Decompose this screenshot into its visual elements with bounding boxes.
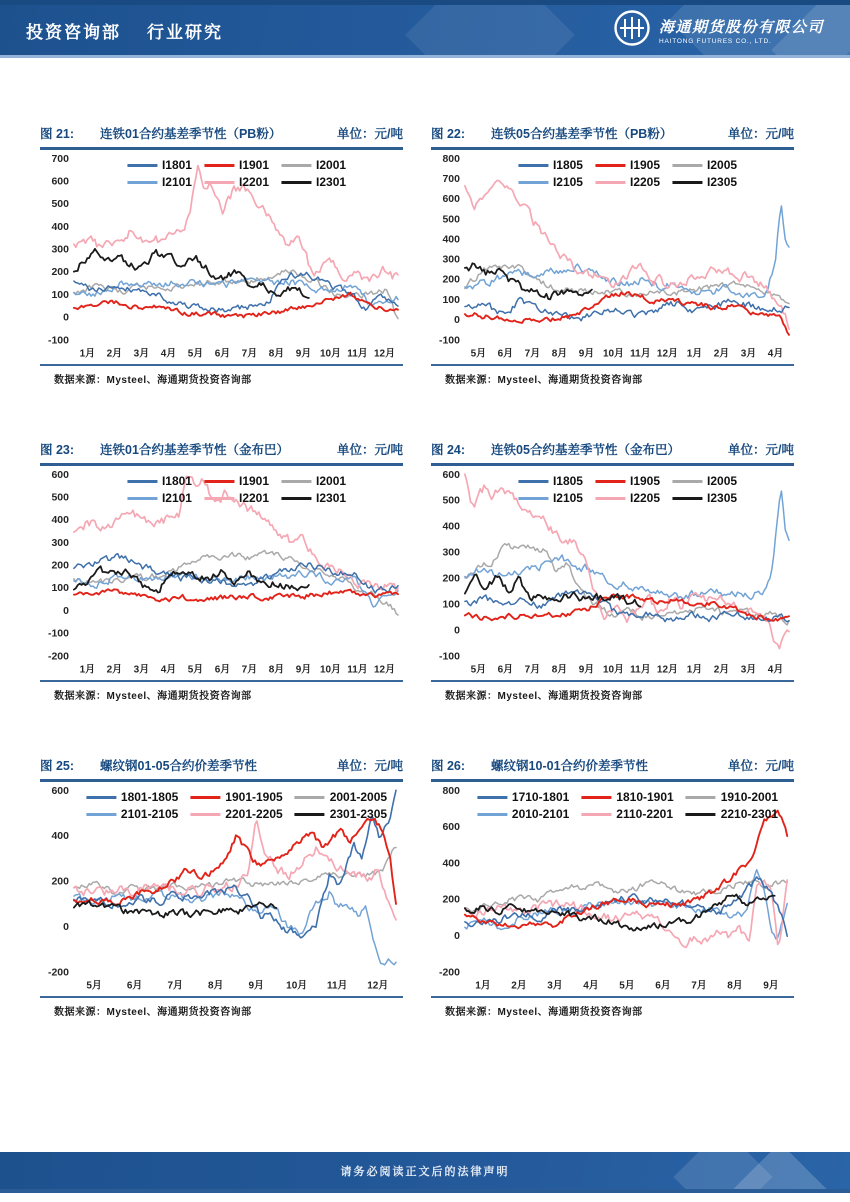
- legend-label: I2005: [707, 474, 738, 488]
- y-tick: 600: [442, 469, 460, 481]
- x-tick: 11月: [630, 664, 651, 676]
- x-tick: 7月: [524, 664, 541, 676]
- legend-swatch: [672, 181, 702, 184]
- legend-item-2210-2301: [686, 807, 778, 821]
- legend-item-I1805: [518, 474, 583, 488]
- legend-label: I2105: [552, 175, 583, 189]
- figure-25: [40, 756, 403, 1018]
- y-tick: 400: [442, 521, 460, 533]
- x-tick: 5月: [470, 348, 487, 360]
- legend-swatch: [295, 796, 325, 799]
- legend-item-2110-2201: [581, 807, 673, 821]
- y-tick: 0: [454, 930, 460, 942]
- figure-number: 图 22:: [431, 127, 466, 141]
- legend-swatch: [518, 164, 548, 167]
- legend-item-I2305: [672, 491, 737, 505]
- y-tick: 300: [51, 537, 69, 549]
- figure-title-text: 连铁05合约基差季节性（金布巴）: [491, 443, 680, 457]
- y-tick: -200: [47, 651, 69, 663]
- y-tick: 200: [442, 274, 460, 286]
- legend-swatch: [281, 497, 311, 500]
- x-tick: 2月: [713, 348, 730, 360]
- figure-title-text: 连铁01合约基差季节性（金布巴）: [100, 443, 289, 457]
- x-tick: 1月: [686, 348, 703, 360]
- y-tick: 400: [442, 858, 460, 870]
- x-tick: 10月: [319, 348, 342, 360]
- company-brand: [613, 9, 824, 52]
- x-tick: 8月: [268, 664, 285, 676]
- data-source: 数据来源：Mysteel、海通期货投资咨询部: [445, 691, 643, 702]
- figure-title-row: [431, 124, 794, 150]
- legal-disclaimer: 请务必阅读正文后的法律声明: [340, 1165, 510, 1178]
- legend-swatch: [518, 181, 548, 184]
- figure-21: [40, 124, 403, 386]
- legend-item-I2005: [672, 158, 737, 172]
- y-tick: 300: [442, 254, 460, 266]
- figure-number: 图 21:: [40, 127, 75, 141]
- y-tick: 0: [63, 921, 69, 933]
- y-tick: 200: [51, 876, 69, 888]
- series-I2105: [465, 491, 789, 599]
- page-header: [0, 0, 850, 58]
- legend-label: I2305: [707, 175, 738, 189]
- legend-label: 1710-1801: [511, 790, 570, 804]
- footer-rule: [0, 1189, 850, 1193]
- x-tick: 10月: [602, 348, 625, 360]
- chart-grid: [40, 124, 794, 1018]
- x-tick: 6月: [214, 664, 231, 676]
- x-tick: 4月: [583, 980, 599, 992]
- y-tick: -100: [438, 335, 460, 347]
- figure-unit: 单位：元/吨: [337, 443, 403, 457]
- y-tick: 400: [51, 515, 69, 527]
- legend-swatch: [127, 181, 157, 184]
- legend-swatch: [581, 813, 611, 816]
- legend-label: I2101: [161, 491, 192, 505]
- figure-title-text: 连铁05合约基差季节性（PB粉）: [491, 127, 673, 141]
- x-tick: 11月: [327, 980, 348, 992]
- legend-label: 1801-1805: [120, 790, 179, 804]
- x-tick: 10月: [286, 980, 308, 992]
- x-tick: 2月: [106, 664, 123, 676]
- y-tick: 600: [51, 176, 69, 188]
- data-source: 数据来源：Mysteel、海通期货投资咨询部: [54, 375, 252, 386]
- x-tick: 9月: [248, 980, 264, 992]
- legend-item-2201-2205: [190, 807, 282, 821]
- series-I2005: [465, 265, 789, 304]
- legend-label: I2005: [707, 158, 738, 172]
- y-tick: -100: [47, 335, 69, 347]
- legend-item-I2205: [595, 175, 660, 189]
- figure-26: [431, 756, 794, 1018]
- legend-item-2101-2105: [86, 807, 178, 821]
- x-tick: 12月: [374, 348, 396, 360]
- header-titles: [26, 18, 249, 43]
- legend-swatch: [204, 164, 234, 167]
- series-I2105: [465, 206, 789, 298]
- legend-swatch: [518, 497, 548, 500]
- legend-label: 1910-2001: [720, 790, 779, 804]
- legend-swatch: [672, 497, 702, 500]
- legend-label: 2110-2201: [616, 807, 674, 821]
- x-tick: 6月: [214, 348, 231, 360]
- legend-swatch: [595, 480, 625, 483]
- legend-item-I2101: [127, 175, 192, 189]
- legend-item-I2001: [281, 158, 346, 172]
- x-tick: 5月: [187, 348, 204, 360]
- legend-label: 2301-2305: [329, 807, 388, 821]
- legend-label: I2301: [316, 491, 347, 505]
- y-tick: 200: [51, 560, 69, 572]
- x-tick: 3月: [740, 664, 757, 676]
- legend-label: I2201: [238, 491, 270, 505]
- legend-swatch: [477, 813, 507, 816]
- x-tick: 1月: [79, 664, 96, 676]
- figure-unit: 单位：元/吨: [728, 127, 794, 141]
- chart-legend: [518, 474, 737, 505]
- legend-item-1901-1905: [190, 790, 282, 804]
- x-tick: 11月: [347, 348, 368, 360]
- legend-item-I1901: [204, 158, 269, 172]
- x-tick: 7月: [691, 980, 707, 992]
- y-tick: 200: [442, 573, 460, 585]
- y-tick: 100: [51, 583, 69, 595]
- data-source: 数据来源：Mysteel、海通期货投资咨询部: [445, 375, 643, 386]
- legend-item-1801-1805: [86, 790, 178, 804]
- legend-item-I2305: [672, 175, 737, 189]
- series-I2305: [465, 574, 641, 606]
- legend-label: 2010-2101: [511, 807, 570, 821]
- legend-item-I2201: [204, 491, 269, 505]
- x-tick: 3月: [547, 980, 563, 992]
- figure-unit: 单位：元/吨: [337, 127, 403, 141]
- legend-swatch: [127, 164, 157, 167]
- figure-number: 图 26:: [431, 759, 466, 773]
- figure-title-row: [40, 124, 403, 150]
- chart-legend: [127, 158, 346, 189]
- legend-item-1910-2001: [686, 790, 778, 804]
- page-footer: [0, 1152, 850, 1189]
- series-I2101: [74, 571, 398, 607]
- x-tick: 9月: [295, 664, 312, 676]
- legend-label: I2305: [707, 491, 738, 505]
- department-label: 投资咨询部: [26, 22, 121, 42]
- legend-label: I1805: [552, 158, 583, 172]
- data-source: 数据来源：Mysteel、海通期货投资咨询部: [445, 1007, 643, 1018]
- legend-item-I1905: [595, 474, 660, 488]
- y-tick: 200: [51, 267, 69, 279]
- y-tick: 400: [442, 234, 460, 246]
- legend-label: I2001: [316, 474, 347, 488]
- x-tick: 5月: [86, 980, 102, 992]
- chart-legend: [518, 158, 737, 189]
- company-name-en: HAITONG FUTURES CO., LTD.: [658, 37, 772, 45]
- series-I1901: [74, 589, 398, 601]
- figure-24: [431, 440, 794, 702]
- legend-label: I2301: [316, 175, 347, 189]
- legend-swatch: [686, 813, 716, 816]
- legend-label: I1805: [552, 474, 583, 488]
- chart-legend: [477, 790, 778, 821]
- figure-number: 图 23:: [40, 443, 75, 457]
- y-tick: -100: [47, 628, 69, 640]
- figure-title-text: 连铁01合约基差季节性（PB粉）: [100, 127, 282, 141]
- legend-label: I1801: [161, 474, 192, 488]
- legend-swatch: [281, 181, 311, 184]
- y-tick: 600: [442, 194, 460, 206]
- x-tick: 5月: [619, 980, 635, 992]
- x-tick: 3月: [133, 348, 150, 360]
- chart-area: [431, 784, 794, 996]
- legend-item-1810-1901: [581, 790, 673, 804]
- legend-swatch: [672, 480, 702, 483]
- legend-label: I2001: [316, 158, 347, 172]
- legend-item-I2201: [204, 175, 269, 189]
- report-type-label: 行业研究: [147, 22, 223, 42]
- legend-swatch: [127, 497, 157, 500]
- x-tick: 7月: [241, 348, 258, 360]
- y-tick: 0: [63, 312, 69, 324]
- x-tick: 8月: [727, 980, 743, 992]
- chart-legend: [127, 474, 346, 505]
- y-tick: 600: [442, 822, 460, 834]
- legend-label: 1810-1901: [616, 790, 674, 804]
- series-2101-2105: [74, 890, 396, 964]
- chart-area: [431, 468, 794, 680]
- y-tick: 100: [442, 294, 460, 306]
- haitong-logo-icon: [613, 9, 651, 52]
- figure-23: [40, 440, 403, 702]
- legend-item-1710-1801: [477, 790, 569, 804]
- legend-swatch: [595, 497, 625, 500]
- y-tick: 600: [51, 785, 69, 797]
- legend-label: I2205: [629, 491, 661, 505]
- company-name-cn: 海通期货股份有限公司: [658, 18, 824, 36]
- x-tick: 7月: [241, 664, 258, 676]
- legend-item-I2005: [672, 474, 737, 488]
- legend-item-I1805: [518, 158, 583, 172]
- y-tick: 500: [442, 214, 460, 226]
- x-tick: 12月: [656, 664, 678, 676]
- legend-item-I1801: [127, 158, 192, 172]
- y-tick: 700: [442, 173, 460, 185]
- y-tick: 100: [442, 599, 460, 611]
- legend-label: I2105: [552, 491, 583, 505]
- series-I1805: [465, 297, 789, 320]
- legend-swatch: [477, 796, 507, 799]
- x-tick: 4月: [767, 348, 784, 360]
- x-tick: 8月: [207, 980, 224, 992]
- x-tick: 3月: [133, 664, 150, 676]
- legend-item-I2001: [281, 474, 346, 488]
- legend-swatch: [281, 164, 311, 167]
- figure-number: 图 25:: [40, 759, 75, 773]
- x-tick: 5月: [187, 664, 204, 676]
- y-tick: 0: [454, 315, 460, 327]
- legend-label: 1901-1905: [225, 790, 283, 804]
- legend-item-I2205: [595, 491, 660, 505]
- x-tick: 7月: [524, 348, 541, 360]
- legend-swatch: [190, 796, 220, 799]
- y-tick: 200: [442, 894, 460, 906]
- legend-item-I1905: [595, 158, 660, 172]
- x-tick: 8月: [268, 348, 285, 360]
- chart-area: [40, 784, 403, 996]
- legend-swatch: [127, 480, 157, 483]
- series-I1905: [465, 292, 789, 335]
- legend-swatch: [190, 813, 220, 816]
- legend-item-I1901: [204, 474, 269, 488]
- x-tick: 3月: [740, 348, 757, 360]
- legend-label: I2101: [161, 175, 192, 189]
- x-tick: 5月: [470, 664, 487, 676]
- legend-swatch: [595, 164, 625, 167]
- x-tick: 4月: [767, 664, 784, 676]
- legend-swatch: [86, 813, 116, 816]
- y-tick: 800: [442, 785, 460, 797]
- x-tick: 2月: [511, 980, 527, 992]
- y-tick: 400: [51, 831, 69, 843]
- legend-swatch: [204, 181, 234, 184]
- legend-label: I2201: [238, 175, 270, 189]
- y-tick: 800: [442, 153, 460, 165]
- x-tick: 6月: [497, 348, 514, 360]
- legend-label: 2101-2105: [120, 807, 179, 821]
- legend-label: I1901: [238, 474, 270, 488]
- y-tick: 300: [51, 244, 69, 256]
- legend-swatch: [204, 480, 234, 483]
- x-tick: 9月: [295, 348, 312, 360]
- figure-title-text: 螺纹钢01-05合约价差季节性: [100, 759, 258, 773]
- x-tick: 11月: [347, 664, 368, 676]
- x-tick: 1月: [475, 980, 491, 992]
- data-source: 数据来源：Mysteel、海通期货投资咨询部: [54, 691, 252, 702]
- y-tick: 100: [51, 289, 69, 301]
- x-tick: 1月: [79, 348, 96, 360]
- x-tick: 1月: [686, 664, 703, 676]
- figure-title-text: 螺纹钢10-01合约价差季节性: [491, 759, 649, 773]
- chart-area: [40, 468, 403, 680]
- x-tick: 2月: [106, 348, 123, 360]
- legend-item-2301-2305: [295, 807, 387, 821]
- x-tick: 12月: [367, 980, 389, 992]
- legend-swatch: [518, 480, 548, 483]
- y-tick: 500: [51, 199, 69, 211]
- legend-item-I2301: [281, 491, 346, 505]
- data-source: 数据来源：Mysteel、海通期货投资咨询部: [54, 1007, 252, 1018]
- legend-swatch: [295, 813, 325, 816]
- figure-title-row: [431, 440, 794, 466]
- legend-swatch: [281, 480, 311, 483]
- figure-title-row: [431, 756, 794, 782]
- legend-swatch: [595, 181, 625, 184]
- legend-item-I1801: [127, 474, 192, 488]
- y-tick: 0: [63, 605, 69, 617]
- x-tick: 6月: [497, 664, 514, 676]
- legend-swatch: [86, 796, 116, 799]
- y-tick: 500: [442, 495, 460, 507]
- legend-label: I1901: [238, 158, 270, 172]
- legend-label: I1801: [161, 158, 192, 172]
- x-tick: 9月: [763, 980, 779, 992]
- x-tick: 6月: [126, 980, 143, 992]
- y-tick: -200: [47, 967, 69, 979]
- x-tick: 2月: [713, 664, 730, 676]
- chart-area: [40, 152, 403, 364]
- x-tick: 12月: [656, 348, 678, 360]
- legend-swatch: [204, 497, 234, 500]
- legend-label: I2205: [629, 175, 661, 189]
- legend-item-2010-2101: [477, 807, 569, 821]
- legend-item-I2101: [127, 491, 192, 505]
- legend-label: 2201-2205: [225, 807, 283, 821]
- x-tick: 12月: [374, 664, 396, 676]
- x-tick: 9月: [578, 348, 595, 360]
- series-1710-1801: [465, 877, 787, 936]
- y-tick: 0: [454, 625, 460, 637]
- figure-title-row: [40, 440, 403, 466]
- y-tick: 500: [51, 492, 69, 504]
- x-tick: 10月: [602, 664, 625, 676]
- figure-title-row: [40, 756, 403, 782]
- x-tick: 9月: [578, 664, 595, 676]
- legend-swatch: [581, 796, 611, 799]
- legend-label: 2001-2005: [329, 790, 388, 804]
- x-tick: 8月: [551, 348, 568, 360]
- chart-area: [431, 152, 794, 364]
- figure-unit: 单位：元/吨: [337, 759, 403, 773]
- x-tick: 4月: [160, 348, 177, 360]
- y-tick: -100: [438, 651, 460, 663]
- legend-item-2001-2005: [295, 790, 387, 804]
- legend-item-I2301: [281, 175, 346, 189]
- x-tick: 7月: [167, 980, 183, 992]
- legend-item-I2105: [518, 175, 583, 189]
- y-tick: -200: [438, 967, 460, 979]
- x-tick: 11月: [630, 348, 651, 360]
- chart-legend: [86, 790, 387, 821]
- x-tick: 8月: [551, 664, 568, 676]
- figure-number: 图 24:: [431, 443, 466, 457]
- x-tick: 6月: [655, 980, 671, 992]
- legend-swatch: [686, 796, 716, 799]
- figure-unit: 单位：元/吨: [728, 443, 794, 457]
- legend-swatch: [672, 164, 702, 167]
- legend-label: 2210-2301: [720, 807, 779, 821]
- legend-item-I2105: [518, 491, 583, 505]
- y-tick: 600: [51, 469, 69, 481]
- figure-unit: 单位：元/吨: [728, 759, 794, 773]
- y-tick: 400: [51, 221, 69, 233]
- legend-label: I1905: [629, 474, 661, 488]
- legend-label: I1905: [629, 158, 661, 172]
- x-tick: 4月: [160, 664, 177, 676]
- y-tick: 300: [442, 547, 460, 559]
- y-tick: 700: [51, 153, 69, 165]
- figure-22: [431, 124, 794, 386]
- x-tick: 10月: [319, 664, 342, 676]
